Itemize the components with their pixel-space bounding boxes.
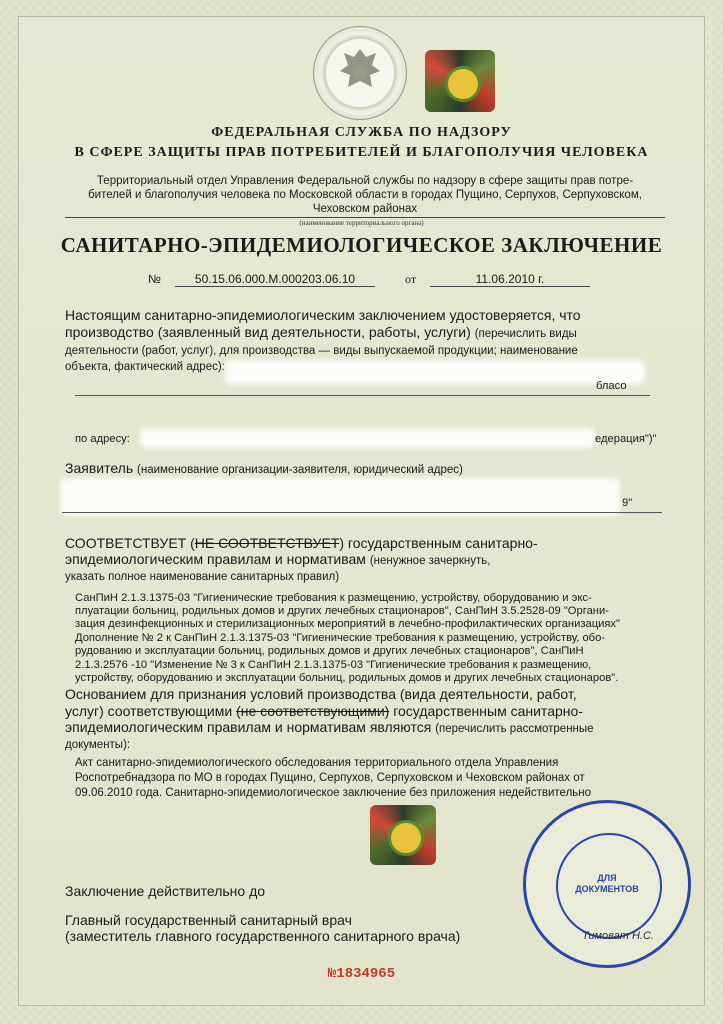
- department-line2: бителей и благополучия человека по Московской области в городах Пущино, Серпухов, Серпуховском,: [88, 189, 642, 201]
- intro-line2-hint: (перечислить виды: [474, 328, 577, 340]
- rule-line-5: рудованию и эксплуатации больниц, родильных домов и других лечебных стационаров", СанПиН: [75, 645, 584, 657]
- conformity-rest: государственным санитарно-: [347, 535, 538, 551]
- stamp-center-line2: ДОКУМЕНТОВ: [575, 884, 639, 894]
- intro-line1: Настоящим санитарно-эпидемиологическим заключением удостоверяется, что: [65, 307, 581, 323]
- object-fragment: бласо: [596, 380, 627, 392]
- basis-line3: [65, 719, 665, 737]
- serial-number: №1834965: [327, 966, 396, 982]
- applicant-hint: (наименование организации-заявителя, юридический адрес): [137, 464, 463, 476]
- certificate-date: 11.06.2010 г.: [430, 272, 590, 287]
- address-fragment: едерация")": [595, 433, 657, 445]
- double-headed-eagle-icon: [314, 27, 406, 119]
- conformity-line2: [65, 551, 665, 569]
- chief-line1: Главный государственный санитарный врач: [65, 912, 352, 928]
- conformity-struck: НЕ СООТВЕТСТВУЕТ: [194, 535, 340, 551]
- agency-name-line2: В СФЕРЕ ЗАЩИТЫ ПРАВ ПОТРЕБИТЕЛЕЙ И БЛАГОПОЛУЧИЯ ЧЕЛОВЕКА: [74, 145, 649, 160]
- intro-line2-text: производство (заявленный вид деятельности, работы, услуги): [65, 324, 471, 340]
- department-line3: Чеховском районах: [312, 203, 418, 215]
- conformity-line1: СООТВЕТСТВУЕТ (НЕ СООТВЕТСТВУЕТ) государственным санитарно-: [65, 535, 538, 551]
- doc-line-2: Роспотребнадзора по МО в городах Пущино, Серпухов, Серпуховском и Чеховском районах от: [75, 772, 585, 784]
- rule-line-3: зация дезинфекционных и стерилизационных мероприятий в лечебно-профилактических организациях": [75, 618, 620, 630]
- agency-name-line1: ФЕДЕРАЛЬНАЯ СЛУЖБА ПО НАДЗОРУ: [211, 125, 512, 140]
- applicant-label: Заявитель: [65, 460, 134, 476]
- applicant-fragment: 9": [622, 497, 633, 509]
- number-sign: №: [148, 272, 161, 286]
- valid-until: Заключение действительно до: [65, 883, 266, 899]
- intro-line4: объекта, фактический адрес):: [65, 361, 225, 373]
- basis-line3-text: эпидемиологическим правилам и нормативам являются: [65, 719, 432, 735]
- doc-line-1: Акт санитарно-эпидемиологического обследования территориального отдела Управления: [75, 757, 559, 769]
- object-line: [75, 395, 650, 396]
- basis-line2: [65, 703, 665, 719]
- doc-line-3: 09.06.2010 года. Санитарно-эпидемиологическое заключение без приложения недействительно: [75, 787, 592, 799]
- basis-line1: Основанием для признания условий производства (вида деятельности, работ,: [65, 686, 577, 702]
- certificate-number: 50.15.06.000.М.000203.06.10: [175, 272, 375, 287]
- rule-line-2: плуатации больниц, родильных домов и других лечебных стационаров", СанПиН 3.5.2528-09 "Органи-: [75, 605, 609, 617]
- rule-line-1: СанПиН 2.1.3.1375-03 "Гигиенические требования к размещению, устройству, оборудованию и экс-: [75, 592, 592, 604]
- divider: [65, 217, 665, 218]
- applicant-line: [65, 460, 665, 478]
- intro-line3: деятельности (работ, услуг), для производства — виды выпускаемой продукции; наименование: [65, 345, 578, 357]
- basis-line2-a: услуг) соответствующими: [65, 703, 233, 719]
- basis-line4: документы):: [65, 739, 131, 751]
- address-label: по адресу:: [75, 433, 130, 445]
- stamp-center-line1: ДЛЯ: [597, 873, 617, 883]
- applicant-line-rule: [62, 512, 662, 513]
- hologram-sticker-bottom: [370, 805, 436, 865]
- official-stamp: [523, 800, 691, 968]
- redacted-object: [225, 360, 645, 384]
- document-title: САНИТАРНО-ЭПИДЕМИОЛОГИЧЕСКОЕ ЗАКЛЮЧЕНИЕ: [60, 233, 663, 257]
- basis-line2-struck: (не соответствующими): [236, 703, 390, 719]
- basis-line3-hint: (перечислить рассмотренные: [435, 723, 594, 735]
- chief-line2: (заместитель главного государственного санитарного врача): [65, 928, 461, 944]
- rule-line-4: Дополнение № 2 к СанПиН 2.1.3.1375-03 "Гигиенические требования к размещению, устройству, обо-: [75, 632, 606, 644]
- redacted-applicant: [60, 478, 620, 516]
- conformity-hint1: (ненужное зачеркнуть,: [369, 555, 491, 567]
- department-caption: (наименование территориального органа): [299, 219, 424, 227]
- conformity-word: СООТВЕТСТВУЕТ: [65, 535, 187, 551]
- basis-line2-b: государственным санитарно-: [393, 703, 583, 719]
- hologram-sticker-top: [425, 50, 495, 112]
- rule-line-6: 2.1.3.2576 -10 "Изменение № 3 к СанПиН 2.1.3.1375-03 "Гигиенические требования к размещению,: [75, 659, 592, 671]
- department-line1: Территориальный отдел Управления Федеральной службы по надзору в сфере защиты прав потре-: [96, 175, 634, 187]
- from-label: от: [405, 272, 417, 286]
- conformity-hint2: указать полное наименование санитарных правил): [65, 571, 340, 583]
- redacted-address: [140, 428, 595, 448]
- rule-line-7: устройству, оборудованию и эксплуатации больниц, родильных домов и других лечебных стационаров".: [75, 672, 619, 684]
- intro-line2: [65, 324, 665, 342]
- signature-name: Тимоват Н.С.: [582, 930, 654, 942]
- conformity-line2-text: эпидемиологическим правилам и нормативам: [65, 551, 366, 567]
- stamp-center: [575, 873, 639, 895]
- coat-of-arms-emblem: [313, 26, 407, 120]
